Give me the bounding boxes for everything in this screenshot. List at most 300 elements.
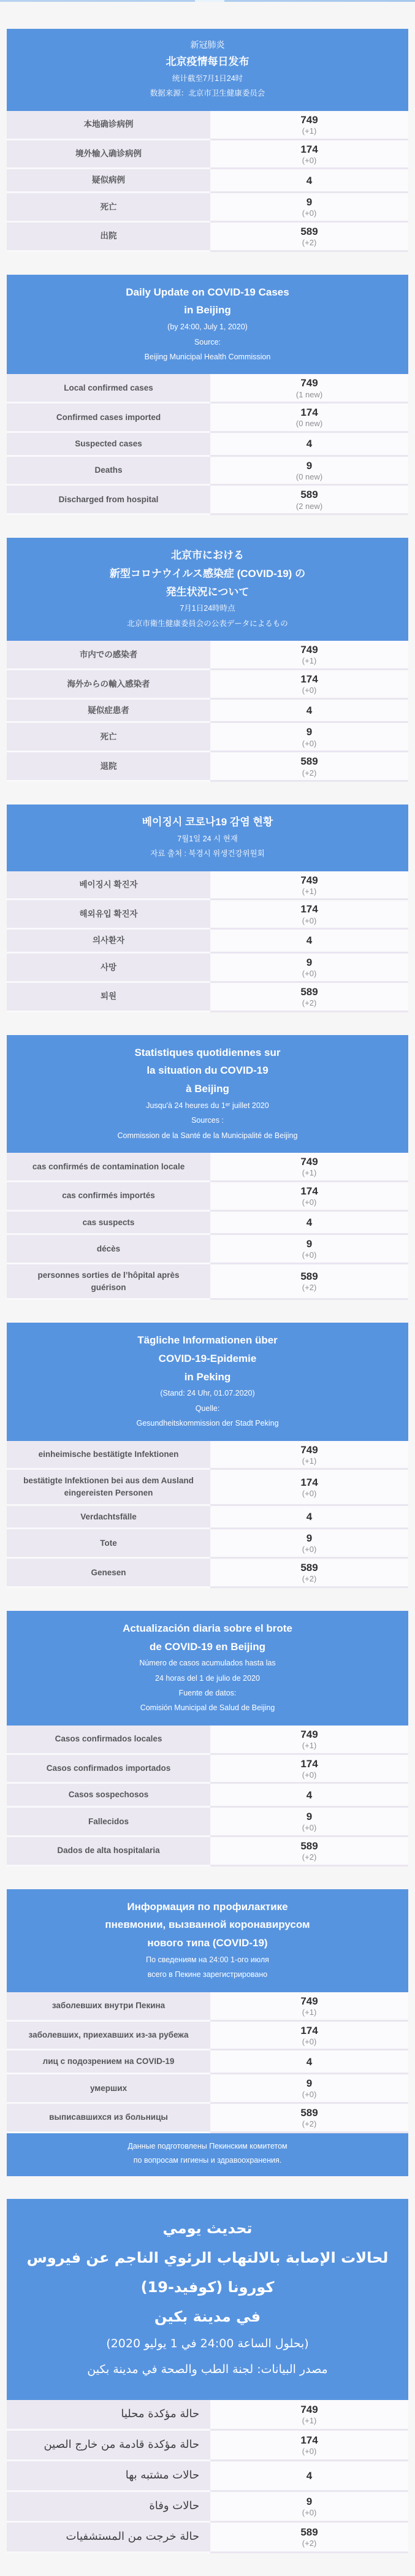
table-row [7, 930, 408, 954]
table-rows-en [7, 374, 408, 515]
covid-table-ru [7, 1889, 408, 2176]
row-value: 174 [300, 2024, 318, 2036]
table-row [7, 1992, 408, 2022]
table-header-fr [7, 1035, 408, 1153]
row-label-cell [7, 1441, 210, 1470]
row-label-cell [7, 700, 210, 724]
row-delta: (+0) [302, 1250, 317, 1260]
row-delta: (+2) [302, 768, 317, 778]
row-value-cell [210, 1808, 408, 1837]
top-border-notch [195, 0, 224, 2]
row-label-cell [7, 1726, 210, 1755]
table-title-line: in Beijing [184, 304, 231, 316]
row-value-cell [210, 1755, 408, 1784]
row-value-cell [210, 1837, 408, 1867]
row-value: 4 [306, 2469, 313, 2482]
table-header-de [7, 1323, 408, 1440]
table-subtitle-line: всего в Пекине зарегистрировано [147, 1970, 268, 1979]
table-row [7, 193, 408, 223]
row-value: 174 [300, 673, 318, 686]
table-subtitle-line: (بحلول الساعة 24:00 في 1 يوليو 2020) [106, 2337, 309, 2351]
row-value: 749 [300, 113, 318, 126]
row-label-cell [7, 2492, 210, 2523]
table-footer-line: по вопросам гигиены и здравоохранения. [133, 2156, 282, 2165]
row-label-cell [7, 2461, 210, 2492]
table-subtitle-line: (by 24:00, July 1, 2020) [167, 323, 248, 332]
row-value: 749 [300, 1155, 318, 1168]
row-value-cell [210, 1264, 408, 1300]
row-label-cell [7, 2074, 210, 2104]
row-value: 174 [300, 1757, 318, 1770]
row-label: 사망 [100, 962, 117, 972]
table-row [7, 433, 408, 457]
table-title-line: 新型コロナウイルス感染症 (COVID-19) の [109, 567, 306, 579]
row-label-cell [7, 1470, 210, 1505]
row-label: заболевших, приехавших из-за рубежа [28, 2030, 189, 2040]
table-header-zh [7, 29, 408, 111]
row-label: Genesen [91, 1567, 126, 1577]
table-title-line: لحالات الإصابة بالالتهاب الرئوي الناجم عن فيروس كورونا (كوفيد-19) [26, 2249, 389, 2296]
table-row [7, 140, 408, 170]
row-value-cell [210, 403, 408, 433]
table-subtitle-line: Source: [194, 337, 221, 346]
covid-table-ar [7, 2199, 408, 2553]
row-label: حالات مشتبه بها [125, 2469, 200, 2482]
row-label-cell [7, 983, 210, 1012]
row-delta: (+2) [302, 1574, 317, 1584]
row-label: 本地确诊病例 [83, 120, 134, 129]
row-value-cell [210, 1235, 408, 1264]
row-value-cell [210, 169, 408, 193]
table-subtitle-line: Beijing Municipal Health Commission [144, 352, 271, 361]
table-subtitle-line: Fuente de datos: [178, 1689, 237, 1697]
table-header-en [7, 275, 408, 375]
table-rows-es [7, 1726, 408, 1867]
row-value: 9 [306, 1532, 313, 1545]
row-value-cell [210, 2022, 408, 2051]
row-value: 749 [300, 1728, 318, 1740]
table-title-line: في مدينة بكين [154, 2308, 261, 2326]
row-label-cell [7, 641, 210, 670]
row-value-cell [210, 1992, 408, 2022]
table-row [7, 1808, 408, 1837]
table-row [7, 111, 408, 140]
row-delta: (+0) [302, 738, 317, 748]
table-subtitle-line: 统计截至7月1日24时 [172, 74, 243, 83]
row-label: 境外输入确诊病例 [75, 149, 142, 159]
table-row [7, 900, 408, 930]
row-label: 海外からの輸入感染者 [67, 679, 150, 689]
row-label: 疑似病例 [92, 175, 126, 185]
table-rows-ru [7, 1992, 408, 2133]
row-delta: (+1) [302, 1456, 317, 1466]
row-label-cell [7, 169, 210, 193]
row-value: 749 [300, 1443, 318, 1456]
row-label: 퇴원 [100, 992, 117, 1001]
row-value: 174 [300, 1476, 318, 1488]
table-row [7, 169, 408, 193]
row-value-cell [210, 700, 408, 724]
table-subtitle-line: 7월1일 24 시 현재 [177, 834, 238, 843]
row-delta: (+0) [302, 155, 317, 165]
table-title-line: пневмонии, вызванной коронавирусом [105, 1919, 310, 1931]
row-label-cell [7, 1755, 210, 1784]
table-rows-de [7, 1441, 408, 1588]
row-label-cell [7, 1559, 210, 1588]
covid-table-es [7, 1611, 408, 1867]
covid-table-fr [7, 1035, 408, 1301]
row-value-cell [210, 670, 408, 700]
table-subtitle-line: 24 horas del 1 de julio de 2020 [155, 1673, 260, 1683]
row-value: 589 [300, 489, 318, 501]
table-subtitle-line: Comisión Municipal de Salud de Beijing [140, 1703, 275, 1713]
row-value: 9 [306, 726, 313, 738]
row-value-cell [210, 1470, 408, 1505]
row-delta: (+2) [302, 2539, 317, 2548]
row-value: 589 [300, 985, 318, 998]
row-value-cell [210, 2074, 408, 2104]
table-title-line: Actualización diaria sobre el brote [123, 1622, 292, 1634]
row-value-cell [210, 871, 408, 901]
table-row [7, 2461, 408, 2492]
row-value: 4 [306, 1510, 313, 1523]
row-label-cell [7, 1808, 210, 1837]
row-value-cell [210, 983, 408, 1012]
row-label: einheimische bestätigte Infektionen [38, 1450, 179, 1459]
table-row [7, 1506, 408, 1530]
row-value-cell [210, 1212, 408, 1236]
row-label: cas confirmés de contamination locale [32, 1161, 185, 1171]
row-delta: (+0) [302, 208, 317, 218]
row-value: 4 [306, 174, 313, 186]
row-delta: (+2) [302, 2119, 317, 2129]
row-label: Local confirmed cases [64, 383, 153, 392]
row-value-cell [210, 1726, 408, 1755]
row-value: 174 [300, 1185, 318, 1197]
row-delta: (+0) [302, 1823, 317, 1833]
table-title-line: 베이징시 코로나19 감염 현황 [142, 816, 273, 828]
row-value-cell [210, 1529, 408, 1559]
row-label-cell [7, 2400, 210, 2431]
row-value-cell [210, 457, 408, 486]
table-row [7, 2050, 408, 2074]
table-row [7, 1837, 408, 1867]
table-header-ja [7, 538, 408, 641]
table-title-line: 北京市における [171, 549, 244, 562]
table-footer-ru [7, 2133, 408, 2177]
row-label-cell [7, 1506, 210, 1530]
row-label: cas confirmés importés [62, 1191, 155, 1201]
row-value: 4 [306, 934, 313, 947]
row-label-cell [7, 1264, 210, 1300]
row-value-cell [210, 2104, 408, 2133]
table-subtitle-line: Número de casos acumulados hasta las [139, 1659, 276, 1668]
table-row [7, 723, 408, 752]
row-label: Casos confirmados locales [55, 1734, 162, 1744]
row-value-cell [210, 2523, 408, 2553]
row-label: décès [96, 1244, 121, 1253]
row-value-cell [210, 1182, 408, 1212]
row-label-cell [7, 1784, 210, 1808]
row-label-cell [7, 2050, 210, 2074]
row-label-cell [7, 871, 210, 901]
table-row [7, 1559, 408, 1588]
table-row [7, 403, 408, 433]
row-value-cell [210, 433, 408, 457]
table-row [7, 1153, 408, 1182]
row-label: cas suspects [82, 1217, 135, 1227]
row-label-cell [7, 1837, 210, 1867]
row-label-cell [7, 457, 210, 486]
covid-table-ja [7, 538, 408, 782]
table-header-ar [7, 2199, 408, 2400]
table-row [7, 486, 408, 515]
covid-table-zh [7, 29, 408, 252]
table-title-line: Информация по профилактике [127, 1900, 288, 1913]
table-row [7, 752, 408, 782]
row-label: حالة مؤكدة قادمة من خارج الصين [44, 2438, 200, 2452]
row-label-cell [7, 2431, 210, 2461]
table-row [7, 1182, 408, 1212]
table-row [7, 1755, 408, 1784]
row-value-cell [210, 2431, 408, 2461]
row-label: 의사환자 [92, 936, 125, 946]
table-header-ko [7, 805, 408, 871]
row-delta: (+0) [302, 2036, 317, 2046]
row-delta: (1 new) [295, 389, 323, 399]
row-label: 退院 [100, 761, 117, 771]
table-subtitle-line: 北京市衛生健康委員会の公表データによるもの [127, 619, 288, 628]
row-label: Tote [100, 1538, 117, 1548]
row-value-cell [210, 1153, 408, 1182]
row-label-cell [7, 111, 210, 140]
row-value-cell [210, 2461, 408, 2492]
row-delta: (0 new) [295, 472, 323, 481]
row-label-cell [7, 374, 210, 403]
row-delta: (0 new) [295, 419, 323, 429]
row-label-cell [7, 2104, 210, 2133]
table-subtitle-line: (Stand: 24 Uhr, 01.07.2020) [160, 1389, 255, 1398]
row-value-cell [210, 930, 408, 954]
table-row [7, 457, 408, 486]
row-value: 4 [306, 705, 313, 717]
row-value-cell [210, 954, 408, 983]
row-label: 市内での感染者 [79, 649, 138, 659]
row-value-cell [210, 1784, 408, 1808]
row-value-cell [210, 2050, 408, 2074]
row-delta: (+1) [302, 1741, 317, 1750]
row-label-cell [7, 2022, 210, 2051]
row-label: Deaths [94, 465, 123, 475]
row-label-cell [7, 1212, 210, 1236]
row-value: 589 [300, 2526, 318, 2538]
table-rows-ja [7, 641, 408, 782]
table-row [7, 374, 408, 403]
table-subtitle-line: 자료 출처 : 북경시 위생건강위원회 [150, 849, 265, 858]
row-label: حالات وفاة [149, 2499, 200, 2513]
row-label-cell [7, 954, 210, 983]
page-top-border [0, 0, 415, 2]
table-header-es [7, 1611, 408, 1726]
row-label-cell [7, 1992, 210, 2022]
table-rows-zh [7, 111, 408, 252]
row-value: 174 [300, 143, 318, 155]
covid-table-en [7, 275, 408, 516]
table-rows-ar [7, 2400, 408, 2553]
row-label-cell [7, 930, 210, 954]
row-label-cell [7, 223, 210, 252]
row-delta: (+2) [302, 1852, 317, 1862]
row-label: Casos sospechosos [68, 1790, 149, 1800]
table-subtitle-line: 数据来源：北京市卫生健康委员会 [150, 89, 265, 98]
table-row [7, 641, 408, 670]
row-label: Discharged from hospital [58, 494, 159, 504]
row-label: 해외유입 확진자 [79, 909, 138, 919]
table-rows-fr [7, 1153, 408, 1300]
row-delta: (+2) [302, 998, 317, 1007]
covid-bulletin-page [0, 2, 415, 2553]
row-label: заболевших внутри Пекина [51, 2001, 166, 2011]
table-row [7, 2104, 408, 2133]
table-title-line: de COVID-19 en Beijing [150, 1640, 265, 1653]
table-title-line: in Peking [184, 1370, 231, 1383]
table-row [7, 2400, 408, 2431]
table-row [7, 1470, 408, 1505]
table-subtitle-line: Commission de la Santé de la Municipalité de Beijing [117, 1131, 298, 1140]
row-value: 9 [306, 459, 313, 472]
row-value-cell [210, 2400, 408, 2431]
table-title-line: Daily Update on COVID-19 Cases [126, 286, 289, 298]
table-row [7, 2022, 408, 2051]
table-row [7, 1441, 408, 1470]
row-delta: (+0) [302, 2508, 317, 2518]
table-subtitle-line: مصدر البيانات: لجنة الطب والصحة في مدينة بكين [87, 2362, 328, 2376]
row-label-cell [7, 670, 210, 700]
row-delta: (+0) [302, 2447, 317, 2456]
row-label-cell [7, 1235, 210, 1264]
row-value-cell [210, 2492, 408, 2523]
table-row [7, 2492, 408, 2523]
row-value-cell [210, 193, 408, 223]
row-delta: (+1) [302, 1168, 317, 1178]
row-value-cell [210, 723, 408, 752]
row-label: выписавшихся из больницы [49, 2112, 168, 2122]
table-subtitle-line: Gesundheitskommission der Stadt Peking [136, 1419, 279, 1428]
covid-table-de [7, 1323, 408, 1588]
row-value: 589 [300, 225, 318, 237]
row-value: 4 [306, 438, 313, 450]
row-delta: (+0) [302, 2090, 317, 2100]
row-value: 9 [306, 956, 313, 968]
table-title-line: 発生状況について [166, 586, 249, 598]
row-label: Suspected cases [75, 438, 142, 448]
row-label: Verdachtsfälle [80, 1512, 137, 1521]
row-label: personnes sorties de l’hôpital après guérison [37, 1271, 180, 1292]
row-delta: (+0) [302, 1488, 317, 1498]
row-label: Casos confirmados importados [46, 1764, 171, 1773]
row-label-cell [7, 403, 210, 433]
row-value: 589 [300, 755, 318, 768]
table-title-line: нового типа (COVID-19) [147, 1937, 268, 1949]
table-header-ru [7, 1889, 408, 1992]
row-value: 749 [300, 874, 318, 886]
row-value-cell [210, 1506, 408, 1530]
row-value: 749 [300, 1995, 318, 2007]
row-label: bestätigte Infektionen bei aus dem Ausland eingereisten Personen [23, 1476, 194, 1497]
table-row [7, 871, 408, 901]
table-row [7, 1212, 408, 1236]
table-row [7, 700, 408, 724]
covid-table-ko [7, 805, 408, 1012]
row-delta: (+2) [302, 1283, 317, 1293]
table-subtitle-line: Sources : [191, 1116, 224, 1125]
row-delta: (+0) [302, 969, 317, 979]
row-value-cell [210, 1441, 408, 1470]
table-row [7, 223, 408, 252]
row-value-cell [210, 752, 408, 782]
row-value: 749 [300, 644, 318, 656]
table-title-line: à Beijing [186, 1083, 229, 1095]
table-title-line: 北京疫情每日发布 [166, 56, 249, 68]
table-footer-line: Данные подготовлены Пекинским комитетом [128, 2141, 287, 2150]
row-value: 749 [300, 2403, 318, 2415]
row-delta: (+2) [302, 238, 317, 248]
row-value: 4 [306, 1789, 313, 1801]
row-label: умерших [89, 2083, 128, 2093]
row-delta: (+0) [302, 1770, 317, 1779]
row-value: 174 [300, 903, 318, 915]
row-label: 死亡 [100, 732, 117, 742]
row-label-cell [7, 1182, 210, 1212]
row-value-cell [210, 223, 408, 252]
row-value: 4 [306, 2055, 313, 2068]
row-value-cell [210, 900, 408, 930]
table-row [7, 983, 408, 1012]
row-label-cell [7, 193, 210, 223]
row-label: Fallecidos [88, 1816, 129, 1826]
row-value-cell [210, 140, 408, 170]
row-value-cell [210, 374, 408, 403]
row-label: 베이징시 확진자 [79, 880, 138, 890]
row-value: 589 [300, 1561, 318, 1573]
row-label-cell [7, 140, 210, 170]
table-row [7, 1726, 408, 1755]
row-value: 174 [300, 407, 318, 419]
row-value: 4 [306, 1216, 313, 1228]
table-title-line: Tägliche Informationen über [137, 1334, 278, 1347]
row-value: 589 [300, 1271, 318, 1283]
row-value: 9 [306, 2077, 313, 2089]
table-subtitle-line: Jusqu'à 24 heures du 1ᵉʳ juillet 2020 [146, 1101, 269, 1110]
table-pretitle: 新冠肺炎 [190, 40, 225, 50]
table-title-line: تحديث يومي [162, 2220, 253, 2238]
row-label: حالة خرجت من المستشفيات [66, 2530, 200, 2544]
row-delta: (2 new) [295, 501, 323, 511]
table-subtitle-line: По сведениям на 24:00 1-ого июля [146, 1955, 269, 1964]
row-delta: (+1) [302, 2416, 317, 2426]
table-title-line: COVID-19-Epidemie [158, 1352, 257, 1364]
table-row [7, 670, 408, 700]
row-delta: (+1) [302, 2007, 317, 2017]
table-title-line: la situation du COVID-19 [147, 1064, 268, 1077]
table-rows-ko [7, 871, 408, 1012]
row-value: 9 [306, 196, 313, 208]
row-label-cell [7, 2523, 210, 2553]
row-value: 589 [300, 1840, 318, 1852]
row-delta: (+0) [302, 686, 317, 695]
table-title-line: Statistiques quotidiennes sur [134, 1046, 281, 1058]
row-label-cell [7, 486, 210, 515]
